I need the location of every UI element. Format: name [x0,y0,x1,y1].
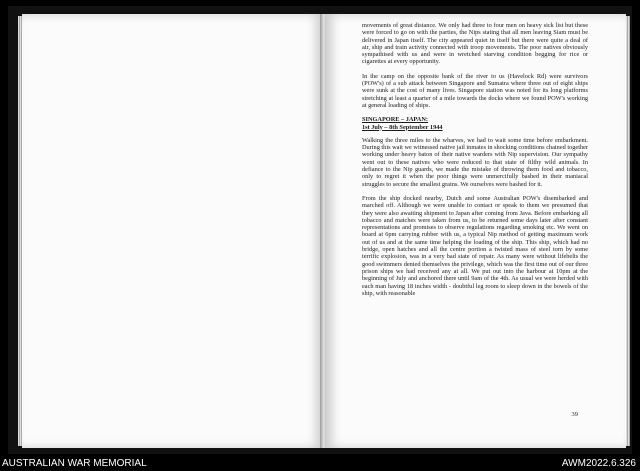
page-text [362,22,588,304]
footer-reference: AWM2022.6.326 [561,458,636,469]
right-page [326,14,626,448]
footer-bar [0,456,640,471]
section-heading [362,116,588,131]
paragraph-4: From the ship docked nearby, Dutch and some Australian POW's disembarked and marched off. Although we were unable to contact or speak to them we presumed that they were also awaiting shipment to Japan after coming from Java. Before embarking all tobacco and matches were taken from us, to be returned some days later after constant representations and promises to observe regulations regarding smoking etc. We went on board at 6pm carrying rubber with us, a typical Nip method of getting maximum work out of us and at the same time helping the loading of the ship. This ship, which had no bridge, open hatches and all the centre portion a twisted mass of steel torn by some terrific explosion, was in a very bad state of repair. As many were without lifebelts the good swimmers denied themselves the privilege, which was the first time out of our three prison ships we had received any at all. We put out into the harbour at 10pm at the beginning of July and anchored there until 9am of the 4th. As usual we were herded with each man having 18 inches width - doubtful leg room to sleep down in the bowels of the ship, with reasonable [362,194,588,297]
paragraph-3: Walking the three miles to the wharves, we had to wait some time before embarkment. During this wait we witnessed native jail inmates in shocking conditions chained together working under heavy baton of their native warders with Nip supervision. Our sympathy went out to these natives who were reduced to that state of filthy wild animals. In defiance to the Nip guards, we made the mistake of throwing them food and tobacco, only to regret it when the poor things were unmercifully bashed in their maniacal struggles to secure the smallest grains. We ourselves were bashed for it. [362,136,588,188]
paragraph-1: movements of great distance. We only had three to four men on heavy sick list but these were forced to go on with the parties, the Nips stating that all men leaving Siam must be delivered in Japan itself. The city appeared quiet in itself but there were quite a deal of air, ship and train activity connected with troop movements. The poor natives obviously sympathised with us and were in wretched starving condition begging for rice or cigarettes at every opportunity. [362,22,588,66]
right-page-edges [626,16,630,446]
paragraph-2: In the camp on the opposite bank of the river to us (Havelock Rd) were survivors (POW's) of a sub attack between Singapore and Sumatra where three out of eight ships were sunk at the cost of many lives. Singapore station was noted for its long platforms stretching at least a quarter of a mile towards the docks where we found POW's working at general loading of ships. [362,72,588,109]
left-page-blank [22,14,322,448]
page-number: 39 [571,411,578,418]
footer-institution: AUSTRALIAN WAR MEMORIAL [2,458,147,469]
open-book [8,6,632,454]
heading-dates: 1st July – 8th September 1944 [362,123,443,131]
heading-title: SINGAPORE – JAPAN: [362,116,429,124]
